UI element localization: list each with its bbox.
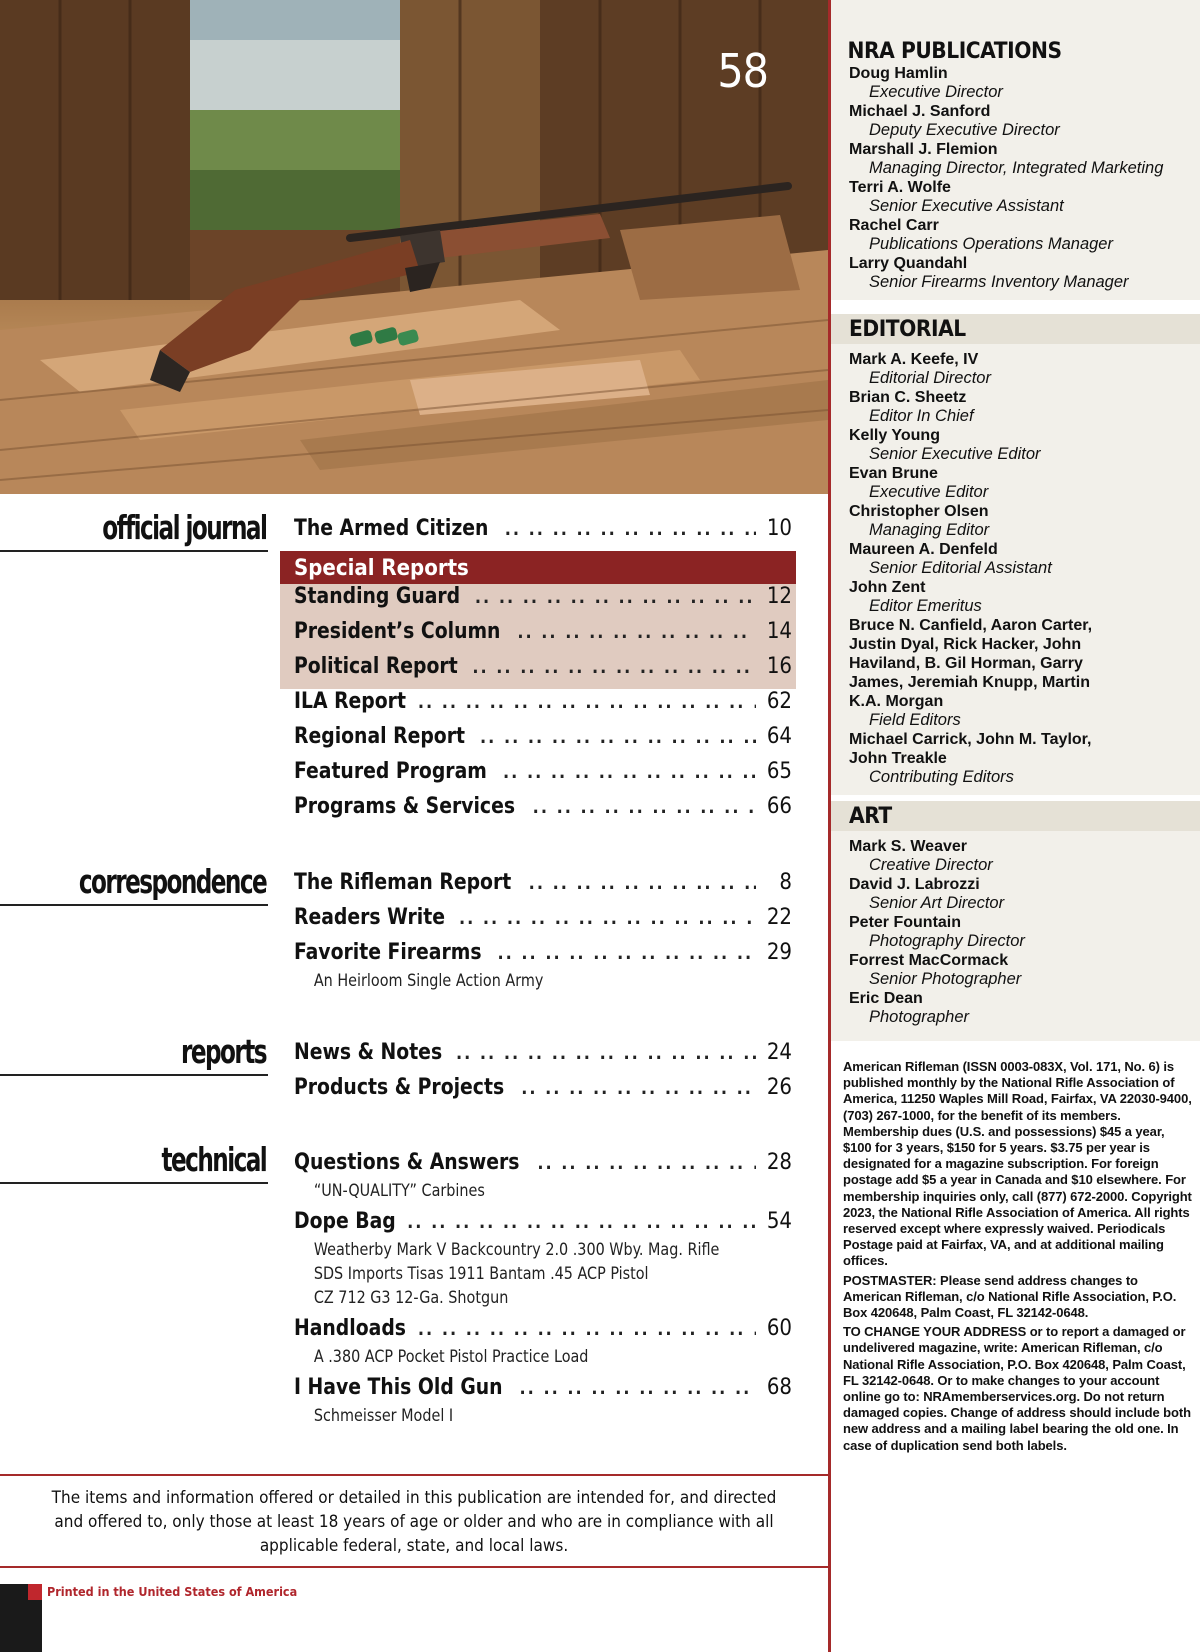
category-label: technical [161,1140,266,1179]
publications-staff-list [831,64,1200,292]
category-label: reports [181,1032,266,1071]
leader-dots [475,587,756,608]
staff-role: Managing Editor [869,521,990,539]
editorial-heading: EDITORIAL [849,317,966,342]
editorial-band [831,314,1200,344]
staff-role: Editor Emeritus [869,597,982,615]
toc-page: 24 [766,1040,792,1065]
staff-name: Brian C. Sheetz [849,389,967,406]
staff-entry [849,578,1200,616]
toc-title: Handloads [294,1316,406,1341]
staff-role: Deputy Executive Director [869,121,1060,139]
toc-subtitle: Schmeisser Model I [313,1406,454,1426]
staff-role: Senior Editorial Assistant [869,559,1052,577]
special-reports-list [280,584,796,689]
official-journal-list [280,516,796,829]
toc-entry[interactable] [280,724,796,759]
staff-name: Doug Hamlin [849,65,948,82]
leader-dots [456,1043,756,1064]
toc-page: 54 [766,1209,792,1234]
staff-entry [849,426,1200,464]
toc-page: 64 [766,724,792,749]
category-label: correspondence [78,862,266,901]
toc-title: Favorite Firearms [294,940,482,965]
staff-name: Bruce N. Canfield, Aaron Carter, Justin Dyal, Rick Hacker, John Haviland, B. Gil Horman, Garry James, Jeremiah Knupp, Martin K.A. Morgan [849,617,1093,710]
toc-entry[interactable] [280,1040,796,1075]
staff-name: Forrest MacCormack [849,952,1009,969]
leader-dots [459,908,756,929]
toc-title: The Armed Citizen [294,516,489,541]
staff-name: Maureen A. Denfeld [849,541,998,558]
staff-name: Kelly Young [849,427,940,444]
staff-entry [849,140,1200,178]
toc-title: Readers Write [294,905,446,930]
staff-role: Photographer [869,1008,969,1026]
staff-role: Senior Art Director [869,894,1005,912]
toc-title: Standing Guard [294,584,461,609]
toc-page: 16 [766,654,792,679]
staff-entry [849,178,1200,216]
staff-role: Contributing Editors [869,768,1014,786]
toc-title: Featured Program [294,759,487,784]
leader-dots [418,692,756,713]
toc-entry[interactable] [280,794,796,829]
leader-dots [537,1153,756,1174]
staff-entry [849,540,1200,578]
toc-title: Products & Projects [294,1075,505,1100]
staff-role: Executive Editor [869,483,989,501]
toc-page: 68 [766,1375,792,1400]
leader-dots [503,762,756,783]
technical-list [280,1150,796,1428]
staff-role: Publications Operations Manager [869,235,1113,253]
toc-title: I Have This Old Gun [294,1375,503,1400]
staff-entry [849,464,1200,502]
staff-entry [849,254,1200,292]
staff-name: Rachel Carr [849,217,939,234]
shotgun-on-lumber-illustration [0,0,828,494]
toc-page: 22 [766,905,792,930]
toc-page: 12 [766,584,792,609]
toc-entry[interactable] [280,654,796,689]
toc-entry[interactable] [280,1075,796,1110]
toc-title: Political Report [294,654,458,679]
staff-name: Evan Brune [849,465,938,482]
category-official-journal [0,506,268,552]
toc-entry[interactable] [280,619,796,654]
toc-title: Dope Bag [294,1209,396,1234]
toc-page: 66 [766,794,792,819]
toc-title: Regional Report [294,724,465,749]
change-address-notice: TO CHANGE YOUR ADDRESS or to report a damaged or undelivered magazine, write: American Rifleman, c/o National Rifle Association, P.O. Box 420648, Palm Coast, FL 32142-0648. Or to make changes to your account online go to: NRAmemberservices.org. Do not return damaged copies. Change of address should include both new address and a mailing label bearing the old one. In case of duplication send both labels. [843,1324,1191,1453]
leader-dots [480,727,756,748]
staff-role: Senior Photographer [869,970,1022,988]
staff-role: Executive Director [869,83,1003,101]
editorial-section [831,314,1200,795]
staff-name: Terri A. Wolfe [849,179,951,196]
leader-dots [520,1378,756,1399]
category-label: official journal [101,508,266,547]
staff-entry [849,64,1200,102]
toc-page: 60 [766,1316,792,1341]
toc-page: 28 [766,1150,792,1175]
editorial-staff-list [831,344,1200,795]
staff-entry [849,875,1200,913]
special-reports-heading: Special Reports [280,551,796,584]
toc-page: 29 [766,940,792,965]
staff-name: Larry Quandahl [849,255,968,272]
staff-name: Mark S. Weaver [849,838,967,855]
publications-section [831,0,1200,300]
leader-dots [533,797,756,818]
staff-name: Eric Dean [849,990,923,1007]
toc-subtitle: SDS Imports Tisas 1911 Bantam .45 ACP Pistol [313,1264,649,1284]
art-staff-list [831,831,1200,1041]
staff-name: David J. Labrozzi [849,876,980,893]
staff-entry [849,502,1200,540]
toc-entry[interactable] [280,584,796,619]
staff-role: Editorial Director [869,369,991,387]
toc-title: Questions & Answers [294,1150,520,1175]
staff-name: Michael J. Sanford [849,103,991,120]
staff-entry [849,730,1200,787]
toc-subtitle: “UN-QUALITY” Carbines [313,1181,485,1201]
page-number: 58 [717,44,768,98]
leader-dots [529,873,756,894]
leader-dots [418,1319,756,1340]
leader-dots [517,622,756,643]
category-correspondence [0,860,268,906]
staff-role: Editor In Chief [869,407,974,425]
staff-name: Mark A. Keefe, IV [849,351,979,368]
toc-title: The Rifleman Report [294,870,512,895]
art-band [831,801,1200,831]
publication-info: American Rifleman (ISSN 0003-083X, Vol. 171, No. 6) is published monthly by the National Rifle Association of America, 11250 Waples Mill Road, Fairfax, VA 22030-9400, (703) 267-1000, for the benefit of its members. Membership dues (U.S. and possessions) $45 a year, $100 for 3 years, $150 for 5 years. $3.75 per year is designated for a magazine subscription. For foreign postage add $5 a year in Canada and $10 elsewhere. For membership inquiries only, call (877) 672-2000. Copyright 2023, the National Rifle Association of America. All rights reserved except where expressly waived. Periodicals Postage paid at Fairfax, VA, and at additional mailing offices. [843,1059,1192,1269]
toc-title: ILA Report [294,689,406,714]
toc-page: 8 [779,870,792,895]
staff-entry [849,951,1200,989]
toc-entry[interactable] [280,759,796,794]
toc-entry[interactable] [280,905,796,940]
staff-entry [849,616,1200,730]
staff-name: Peter Fountain [849,914,962,931]
leader-dots [505,519,756,540]
staff-name: Christopher Olsen [849,503,989,520]
category-reports [0,1030,268,1076]
staff-role: Managing Director, Integrated Marketing [869,159,1164,177]
publication-fine-print [831,1041,1200,1454]
staff-role: Senior Executive Editor [869,445,1041,463]
art-section [831,801,1200,1041]
leader-dots [497,943,756,964]
reports-list [280,1040,796,1110]
staff-role: Field Editors [869,711,961,729]
toc-entry[interactable] [280,516,796,551]
toc-entry[interactable] [280,870,796,905]
toc-subtitle: Weatherby Mark V Backcountry 2.0 .300 Wby. Mag. Rifle [313,1240,720,1260]
toc-subtitle: A .380 ACP Pocket Pistol Practice Load [313,1347,589,1367]
staff-entry [849,102,1200,140]
leader-dots [521,1078,756,1099]
toc-subtitle: An Heirloom Single Action Army [313,971,544,991]
staff-role: Senior Executive Assistant [869,197,1064,215]
staff-role: Senior Firearms Inventory Manager [869,273,1129,291]
staff-role: Photography Director [869,932,1025,950]
table-of-contents [0,494,828,1652]
printed-footer [0,1584,828,1652]
publications-heading: NRA PUBLICATIONS [847,39,1062,64]
staff-entry [849,989,1200,1027]
staff-entry [849,350,1200,388]
toc-title: Programs & Services [294,794,516,819]
staff-name: John Zent [849,579,926,596]
category-technical [0,1138,268,1184]
staff-entry [849,216,1200,254]
toc-page: 14 [766,619,792,644]
toc-page: 26 [766,1075,792,1100]
toc-title: President’s Column [294,619,501,644]
leader-dots [407,1212,756,1233]
toc-title: News & Notes [294,1040,443,1065]
staff-name: Michael Carrick, John M. Taylor, John Treakle [849,731,1092,767]
age-disclaimer: The items and information offered or detailed in this publication are intended for, and directed and offered to, only those at least 18 years of age or older and who are in compliance with all applicable federal, state, and local laws. [0,1474,828,1568]
staff-role: Creative Director [869,856,993,874]
staff-entry [849,388,1200,426]
leader-dots [472,657,756,678]
footer-red-square [28,1584,42,1600]
cover-photo [0,0,828,494]
staff-name: Marshall J. Flemion [849,141,998,158]
printed-in-text: Printed in the United States of America [47,1584,298,1599]
toc-subtitle: CZ 712 G3 12-Ga. Shotgun [313,1288,509,1308]
art-heading: ART [849,804,892,829]
masthead-sidebar [828,0,1200,1652]
toc-entry[interactable] [280,689,796,724]
toc-page: 62 [766,689,792,714]
postmaster-notice: POSTMASTER: Please send address changes to American Rifleman, c/o National Rifle Association, P.O. Box 420648, Palm Coast, FL 32142-0648. [843,1272,1177,1321]
correspondence-list [280,870,796,993]
staff-entry [849,837,1200,875]
staff-entry [849,913,1200,951]
toc-page: 10 [766,516,792,541]
toc-page: 65 [766,759,792,784]
